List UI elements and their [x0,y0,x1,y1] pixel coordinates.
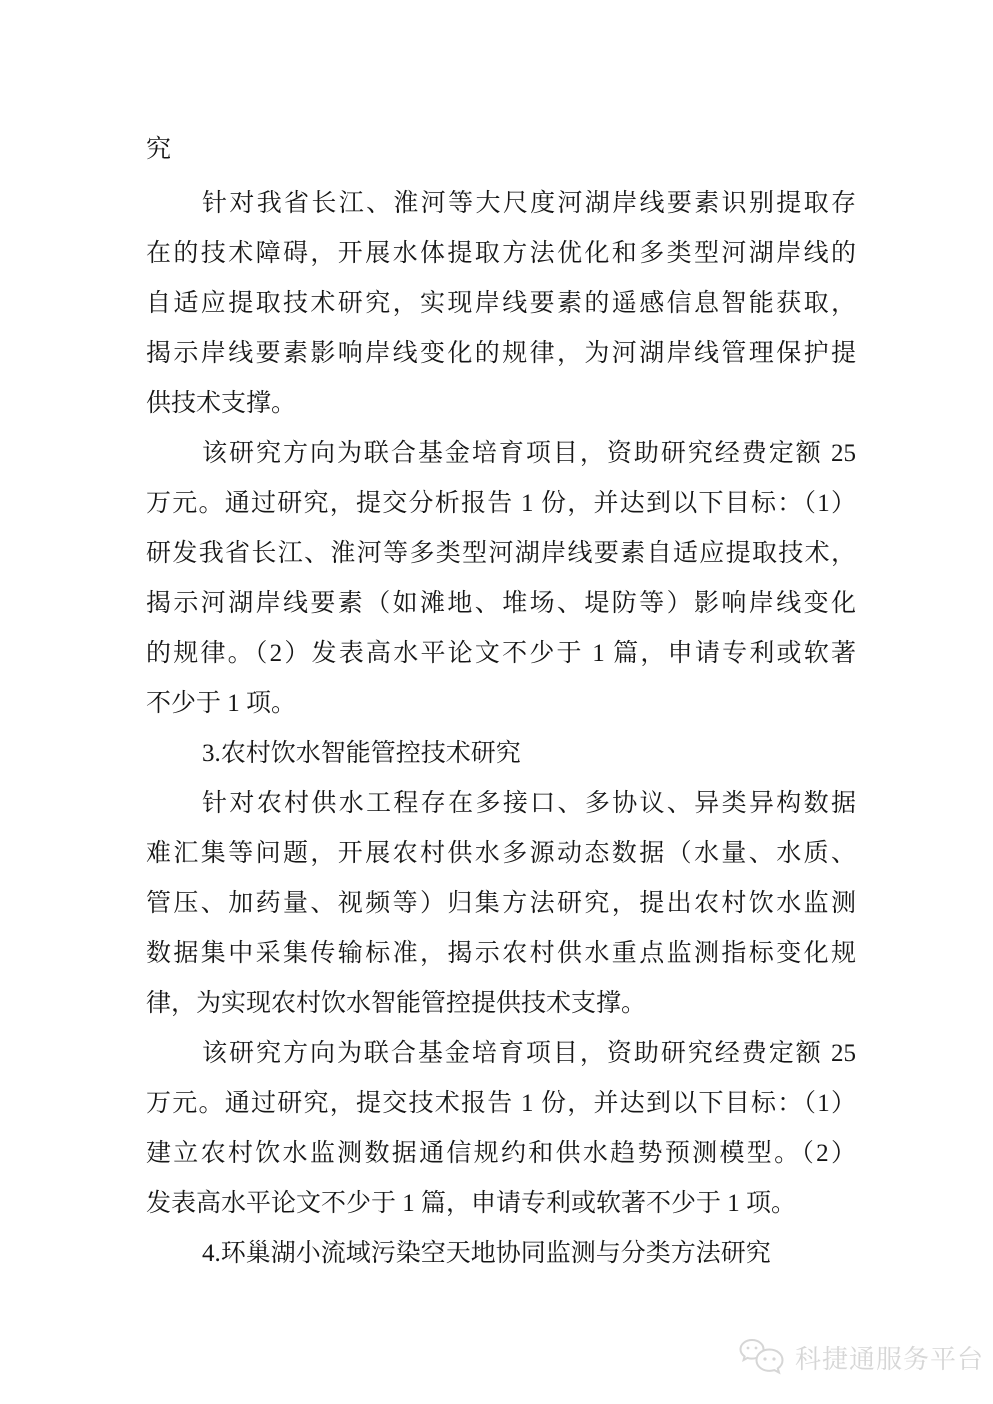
wechat-chat-bubbles-icon [738,1337,786,1377]
text-line: 3.农村饮水智能管控技术研究 [202,740,521,767]
text-line: 不少于 1 项。 [146,690,297,717]
text-line: 难汇集等问题，开展农村供水多源动态数据（水量、水质、 [146,840,856,867]
text-line: 发表高水平论文不少于 1 篇，申请专利或软著不少于 1 项。 [146,1190,797,1217]
text-line: 揭示岸线要素影响岸线变化的规律，为河湖岸线管理保护提 [146,340,856,367]
watermark [738,1336,984,1378]
text-line: 建立农村饮水监测数据通信规约和供水趋势预测模型。（2） [146,1140,856,1167]
text-line: 律，为实现农村饮水智能管控提供技术支撑。 [146,990,647,1017]
text-line: 的规律。（2）发表高水平论文不少于 1 篇，申请专利或软著 [146,640,856,667]
watermark-label: 科捷通服务平台 [795,1343,985,1374]
text-line: 数据集中采集传输标准，揭示农村供水重点监测指标变化规 [146,940,856,967]
text-line: 万元。通过研究，提交技术报告 1 份，并达到以下目标：（1） [146,1090,856,1117]
text-line: 研发我省长江、淮河等多类型河湖岸线要素自适应提取技术， [146,540,856,567]
text-line: 供技术支撑。 [146,390,297,417]
text-line: 自适应提取技术研究，实现岸线要素的遥感信息智能获取， [146,290,856,317]
text-line: 该研究方向为联合基金培育项目，资助研究经费定额 25 [202,440,856,467]
text-line: 针对农村供水工程存在多接口、多协议、异类异构数据 [202,790,856,817]
text-line: 管压、加药量、视频等）归集方法研究，提出农村饮水监测 [146,890,856,917]
text-line: 针对我省长江、淮河等大尺度河湖岸线要素识别提取存 [202,190,856,217]
text-line: 该研究方向为联合基金培育项目，资助研究经费定额 25 [202,1040,856,1067]
document-body [146,125,856,1279]
text-line: 4.环巢湖小流域污染空天地协同监测与分类方法研究 [202,1240,771,1267]
text-line: 究 [146,136,172,163]
text-line: 在的技术障碍，开展水体提取方法优化和多类型河湖岸线的 [146,240,856,267]
text-line: 万元。通过研究，提交分析报告 1 份，并达到以下目标：（1） [146,490,856,517]
text-line: 揭示河湖岸线要素（如滩地、堆场、堤防等）影响岸线变化 [146,590,856,617]
